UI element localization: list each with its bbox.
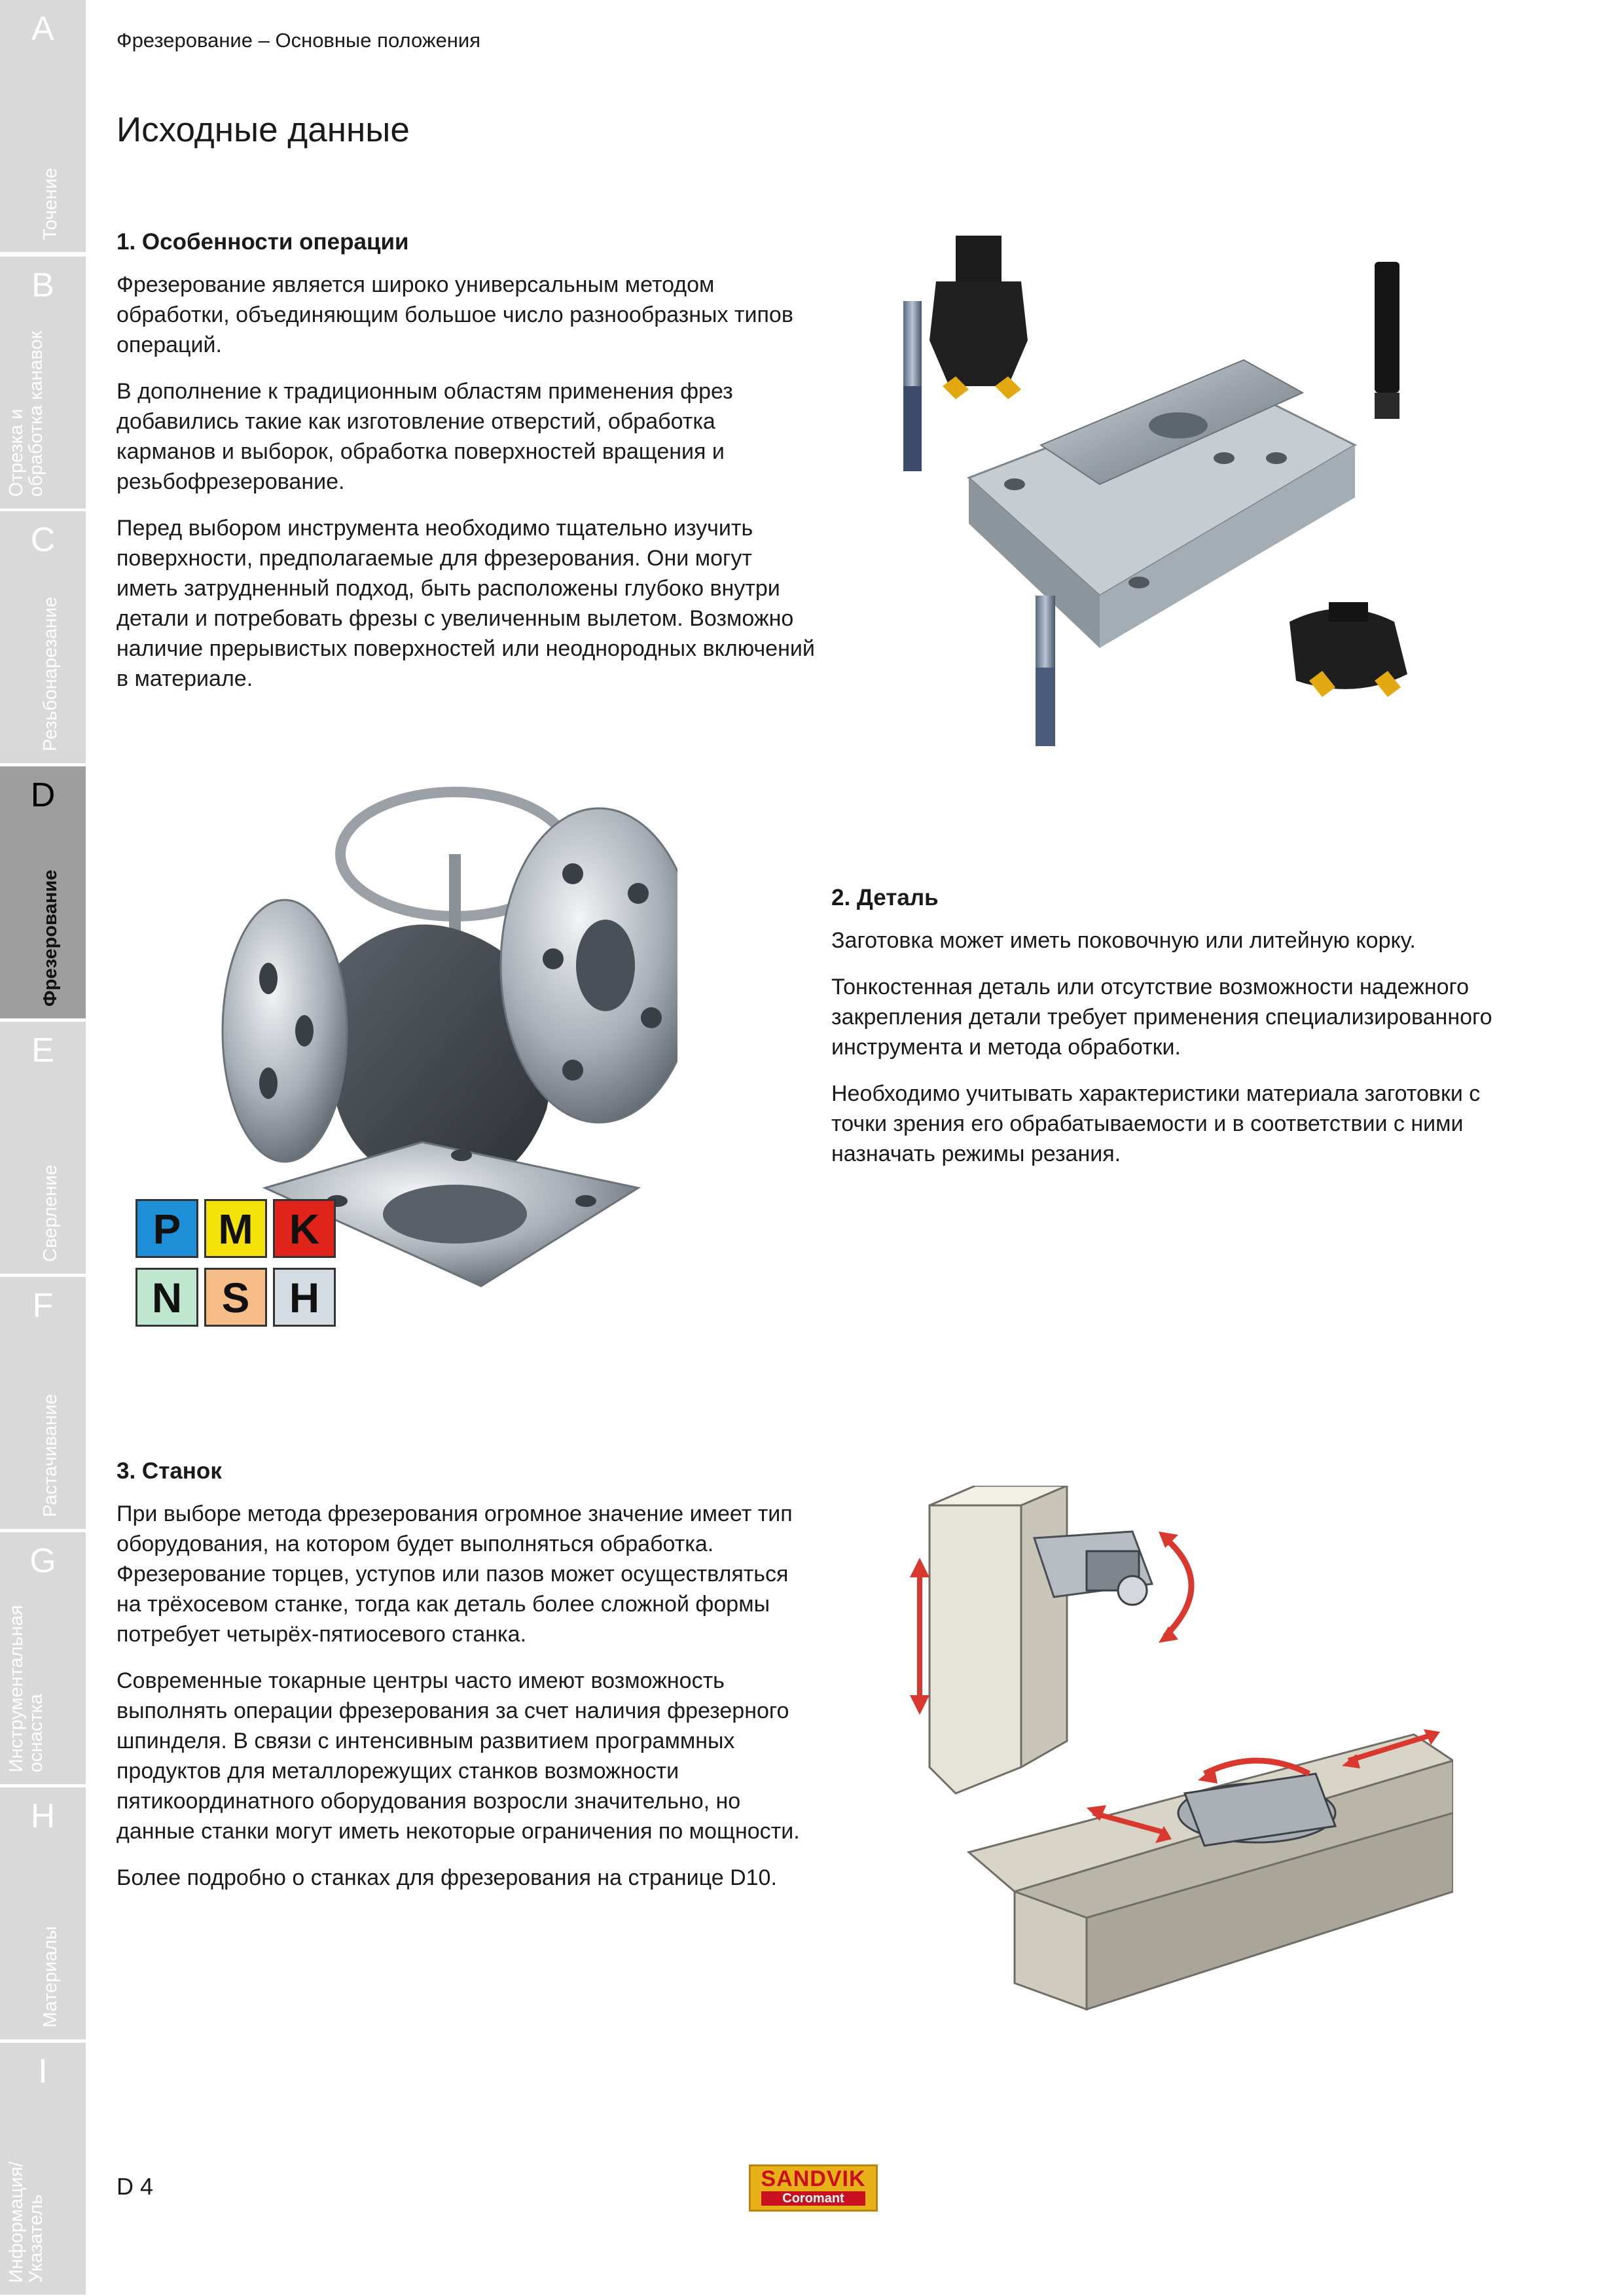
section-heading: 1. Особенности операции bbox=[117, 229, 409, 255]
tab-letter: G bbox=[29, 1542, 56, 1580]
tab-g[interactable] bbox=[0, 1532, 86, 1784]
tab-letter: B bbox=[31, 266, 54, 304]
page-title: Исходные данные bbox=[117, 111, 410, 149]
paragraph: При выборе метода фрезерования огромное значение имеет тип оборудования, на котором будет выполняться обработка. Фрезерование торцев, уступов или пазов может осуществляться на трёхосевом станке, тогда как деталь более сложной формы потребует четырёх-пятиосевого станка. bbox=[117, 1501, 793, 1647]
tab-a[interactable] bbox=[0, 0, 86, 252]
page-number: D 4 bbox=[117, 2173, 154, 2200]
tab-label: Информация/ Указатель bbox=[6, 2161, 46, 2283]
section-heading: 2. Деталь bbox=[831, 885, 939, 910]
material-s-badge: S bbox=[204, 1268, 267, 1327]
material-n-badge: N bbox=[135, 1268, 198, 1327]
tab-label: Резьбонарезание bbox=[40, 596, 61, 751]
tab-letter: D bbox=[30, 776, 56, 814]
tab-label: Растачивание bbox=[40, 1393, 61, 1517]
section-workpiece bbox=[831, 885, 1512, 1185]
tab-d[interactable] bbox=[0, 766, 86, 1018]
section-heading: 3. Станок bbox=[117, 1458, 222, 1484]
tab-label: Инструментальная оснастка bbox=[6, 1605, 46, 1772]
tab-letter: I bbox=[38, 2053, 48, 2090]
tab-letter: C bbox=[30, 521, 56, 559]
paragraph: Тонкостенная деталь или отсутствие возможности надежного закрепления детали требует применения специализированного инструмента и метода обработки. bbox=[831, 975, 1492, 1060]
material-k-badge: K bbox=[273, 1199, 336, 1258]
tab-label: Материалы bbox=[40, 1926, 61, 2028]
paragraph: Перед выбором инструмента необходимо тщательно изучить поверхности, предполагаемые для фрезерования. Они могут иметь затрудненный подход, быть расположены глубоко внутри детали и потребовать фрезы с увеличенным вылетом. Возможно наличие прерывистых поверхностей или неоднородных включений в материале. bbox=[117, 516, 815, 691]
paragraph: Современные токарные центры часто имеют возможность выполнять операции фрезерования за счет наличия фрезерного шпинделя. В связи с интенсивным развитием программных продуктов для металлорежущих станков возможности пятикоординатного оборудования возросли значительно, но данные станки могут иметь некоторые ограничения по мощности. bbox=[117, 1668, 800, 1844]
section-operation bbox=[117, 229, 817, 710]
tab-f[interactable] bbox=[0, 1277, 86, 1529]
tab-letter: E bbox=[31, 1031, 54, 1069]
tab-i[interactable] bbox=[0, 2043, 86, 2295]
tab-letter: A bbox=[31, 10, 54, 48]
material-h-badge: H bbox=[273, 1268, 336, 1327]
running-header: Фрезерование – Основные положения bbox=[117, 29, 481, 52]
sandvik-logo bbox=[749, 2164, 878, 2212]
paragraph: Необходимо учитывать характеристики материала заготовки с точки зрения его обрабатываемости и в соответствии с ними назначать режимы резания. bbox=[831, 1081, 1481, 1166]
machine-tool-illustration bbox=[890, 1486, 1453, 2029]
tab-label: Отрезка и обработка канавок bbox=[6, 331, 46, 497]
section-machine bbox=[117, 1458, 804, 1909]
paragraph: Фрезерование является широко универсальным методом обработки, объединяющим большое число разнообразных типов операций. bbox=[117, 272, 793, 357]
logo-text: SANDVIK bbox=[761, 2166, 866, 2191]
tab-letter: F bbox=[32, 1287, 54, 1325]
tab-h[interactable] bbox=[0, 1787, 86, 2039]
logo-subtext: Coromant bbox=[761, 2191, 865, 2206]
tab-b[interactable] bbox=[0, 257, 86, 509]
paragraph: Заготовка может иметь поковочную или литейную корку. bbox=[831, 928, 1416, 953]
paragraph: Более подробно о станках для фрезерования на странице D10. bbox=[117, 1865, 777, 1890]
tab-label: Фрезерование bbox=[40, 869, 61, 1007]
milling-workpiece-illustration bbox=[884, 229, 1473, 753]
paragraph: В дополнение к традиционным областям применения фрез добавились такие как изготовление отверстий, обработка карманов и выборок, обработка поверхностей вращения и резьбофрезерование. bbox=[117, 379, 733, 494]
material-p-badge: P bbox=[135, 1199, 198, 1258]
section-sidebar bbox=[0, 0, 86, 2296]
material-m-badge: M bbox=[204, 1199, 267, 1258]
tab-label: Точение bbox=[40, 168, 61, 240]
tab-e[interactable] bbox=[0, 1022, 86, 1274]
tab-c[interactable] bbox=[0, 511, 86, 763]
tab-label: Сверление bbox=[40, 1164, 61, 1262]
tab-letter: H bbox=[30, 1797, 56, 1835]
